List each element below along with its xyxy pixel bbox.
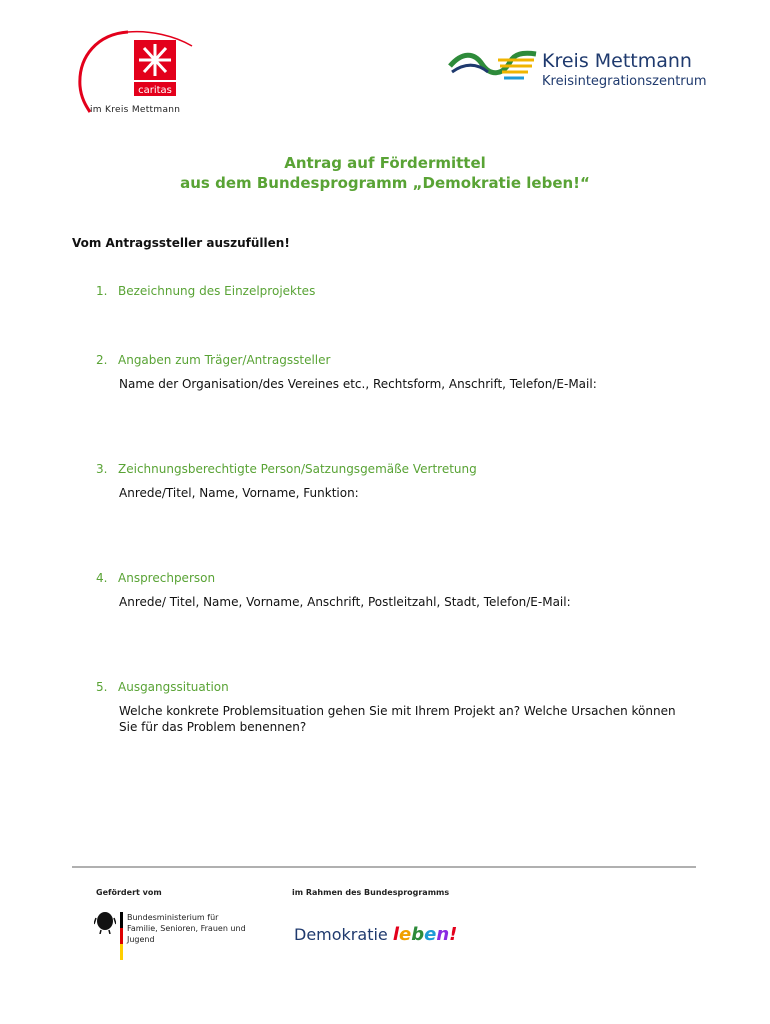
section-5-label: Ausgangssituation <box>118 680 229 694</box>
demokratie-leben-logo <box>294 924 457 945</box>
funded-by-label: Gefördert vom <box>96 888 162 897</box>
section-2-title <box>96 353 330 367</box>
section-1-title <box>96 284 315 298</box>
caritas-subtitle: im Kreis Mettmann <box>90 105 181 115</box>
section-3-title <box>96 462 477 476</box>
section-4-description: Anrede/ Titel, Name, Vorname, Anschrift, Postleitzahl, Stadt, Telefon/E-Mail: <box>119 595 571 609</box>
federal-eagle-icon <box>94 910 116 934</box>
program-label: im Rahmen des Bundesprogramms <box>292 888 450 897</box>
form-subheading: Vom Antragssteller auszufüllen! <box>72 236 290 250</box>
ministry-name: Bundesministerium für Familie, Senioren, Frauen und Jugend <box>127 913 246 944</box>
document-title-line2: aus dem Bundesprogramm „Demokratie leben!“ <box>180 174 590 192</box>
section-3-label: Zeichnungsberechtigte Person/Satzungsgemäße Vertretung <box>118 462 477 476</box>
caritas-logo-text: caritas <box>138 85 172 96</box>
section-5-number: 5. <box>96 680 108 694</box>
document-title-line1: Antrag auf Fördermittel <box>284 154 486 172</box>
demokratie-text: Demokratie <box>294 925 388 944</box>
kreis-mettmann-subtitle: Kreisintegrationszentrum <box>542 74 707 89</box>
footer-divider <box>72 866 696 868</box>
section-5-description: Welche konkrete Problemsituation gehen Sie mit Ihrem Projekt an? Welche Ursachen können Sie für das Problem benennen? <box>119 704 676 734</box>
section-5-title <box>96 680 229 694</box>
section-4-label: Ansprechperson <box>118 571 216 585</box>
leben-text: leben! <box>392 924 458 945</box>
section-3-number: 3. <box>96 462 108 476</box>
section-2-description: Name der Organisation/des Vereines etc., Rechtsform, Anschrift, Telefon/E-Mail: <box>119 377 597 391</box>
german-flag-bar <box>120 912 123 960</box>
section-4-title <box>96 571 215 585</box>
section-3-description: Anrede/Titel, Name, Vorname, Funktion: <box>119 486 359 500</box>
section-4-number: 4. <box>96 571 108 585</box>
section-2-label: Angaben zum Träger/Antragssteller <box>118 353 331 367</box>
kreis-mettmann-name: Kreis Mettmann <box>542 50 692 72</box>
section-1-number: 1. <box>96 284 108 298</box>
section-2-number: 2. <box>96 353 108 367</box>
section-1-label: Bezeichnung des Einzelprojektes <box>118 284 316 298</box>
kreis-mettmann-logo-icon <box>448 44 538 84</box>
